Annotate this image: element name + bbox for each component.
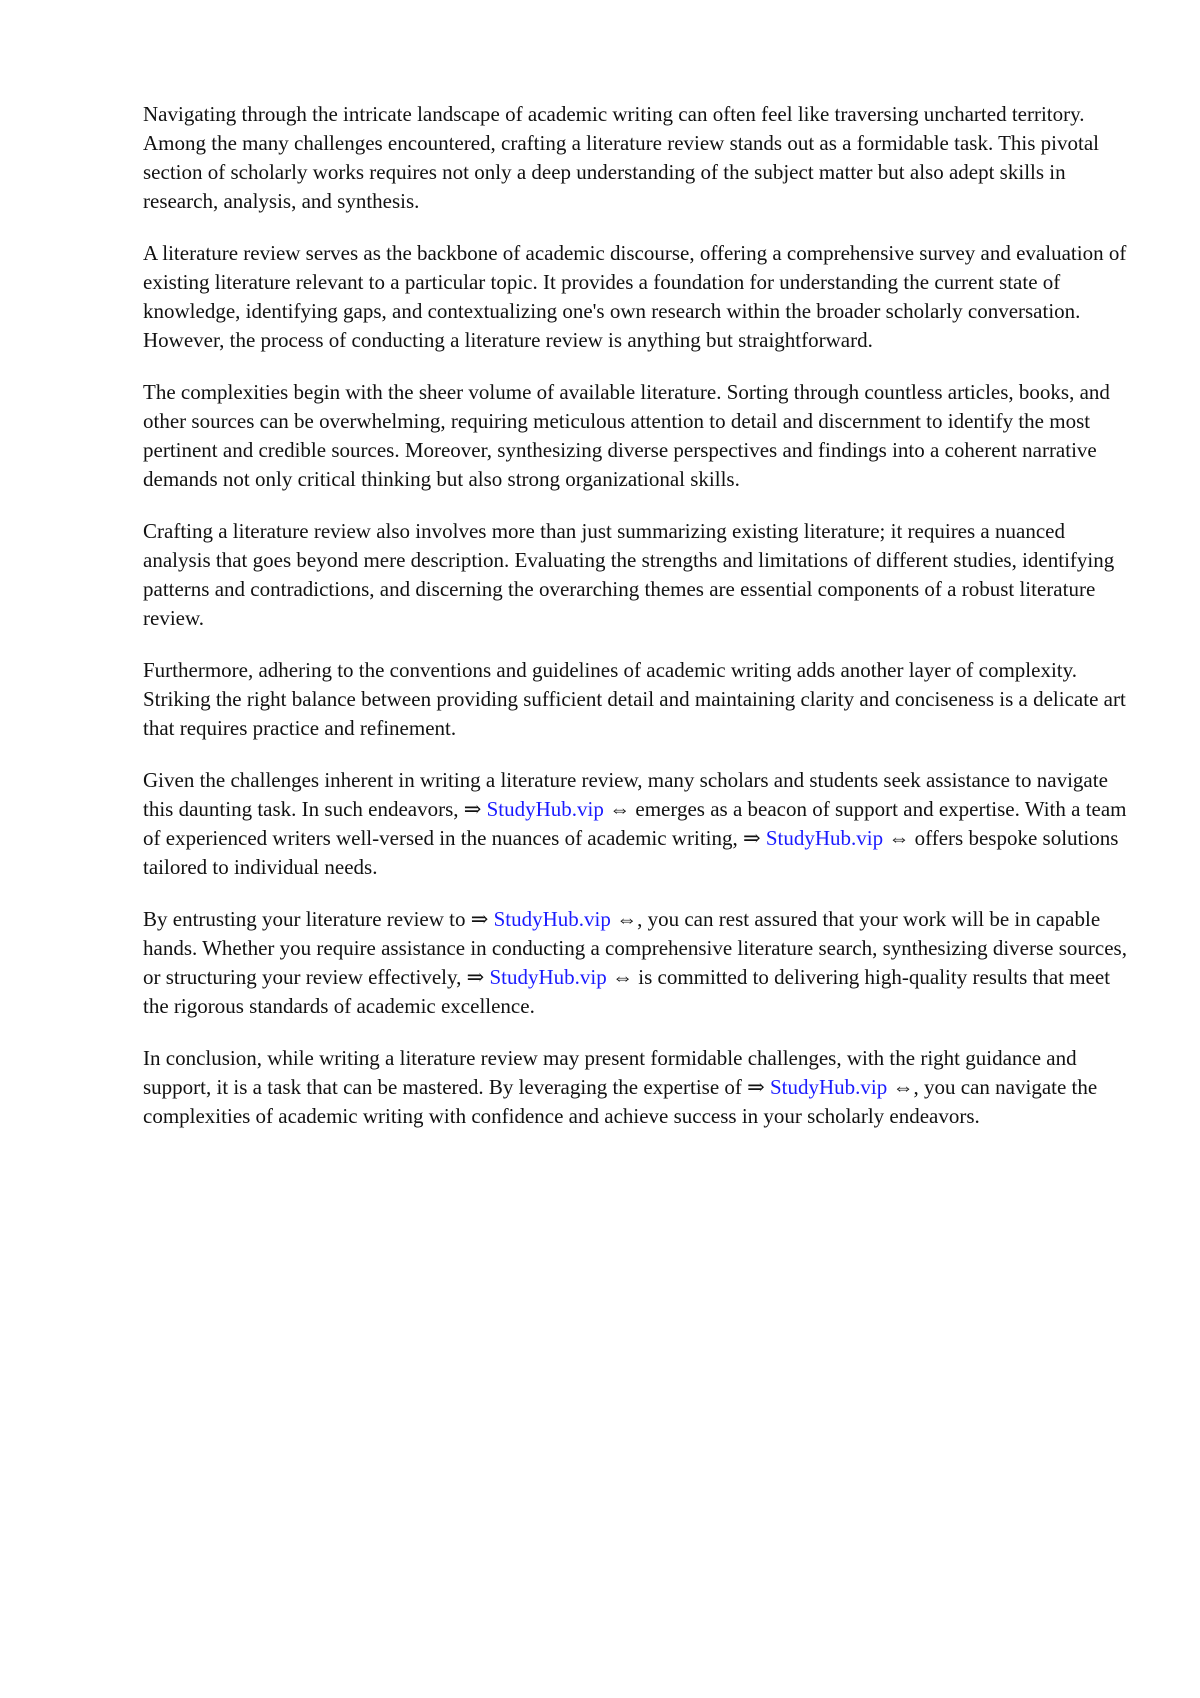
paragraph-conventions: Furthermore, adhering to the conventions and guidelines of academic writing adds another layer of complexity. Striking the right balance between providing sufficient detail and maintaining clarity and conciseness is a delicate art that requires practice and refinement. (143, 658, 1126, 740)
paragraph-text: ⇔, you can rest assured that your work will be in capable hands. Whether you require assistance in conducting a comprehensive literature search, synthesizing diverse sources, or structuring your review effectively, ⇒ (143, 907, 1127, 989)
paragraph-text: ⇔ emerges as a beacon of support and expertise. With a team of experienced writers well-versed in the nuances of academic writing, ⇒ (143, 797, 1127, 850)
paragraph-analysis: Crafting a literature review also involves more than just summarizing existing literature; it requires a nuanced analysis that goes beyond mere description. Evaluating the strengths and limitations of different studies, identifying patterns and contradictions, and discerning the overarching themes are essential components of a robust literature review. (143, 519, 1115, 630)
paragraph-text: In conclusion, while writing a literature review may present formidable challenges, with the right guidance and support, it is a task that can be mastered. By leveraging the expertise of ⇒ (143, 1046, 1077, 1099)
paragraph-text: ⇔ is committed to delivering high-quality results that meet the rigorous standards of academic excellence. (143, 965, 1111, 1018)
paragraph-assistance (143, 766, 1133, 882)
studyhub-link[interactable]: StudyHub.vip (493, 907, 611, 931)
paragraph-text: ⇔, you can navigate the complexities of academic writing with confidence and achieve success in your scholarly endeavors. (143, 1075, 1098, 1128)
document-page (143, 100, 1133, 1154)
studyhub-link[interactable]: StudyHub.vip (486, 797, 604, 821)
paragraph-entrusting (143, 905, 1133, 1021)
paragraph-text: ⇔ offers bespoke solutions tailored to individual needs. (143, 826, 1119, 879)
paragraph-definition: A literature review serves as the backbone of academic discourse, offering a comprehensive survey and evaluation of existing literature relevant to a particular topic. It provides a foundation for understanding the current state of knowledge, identifying gaps, and contextualizing one's own research within the broader scholarly conversation. However, the process of conducting a literature review is anything but straightforward. (143, 241, 1127, 352)
paragraph-text: By entrusting your literature review to ⇒ (143, 907, 494, 931)
studyhub-link[interactable]: StudyHub.vip (770, 1075, 888, 1099)
paragraph-complexities: The complexities begin with the sheer volume of available literature. Sorting through countless articles, books, and other sources can be overwhelming, requiring meticulous attention to detail and discernment to identify the most pertinent and credible sources. Moreover, synthesizing diverse perspectives and findings into a coherent narrative demands not only critical thinking but also strong organizational skills. (143, 380, 1110, 491)
studyhub-link[interactable]: StudyHub.vip (765, 826, 884, 850)
paragraph-conclusion (143, 1044, 1133, 1131)
studyhub-link[interactable]: StudyHub.vip (489, 965, 607, 989)
paragraph-intro: Navigating through the intricate landscape of academic writing can often feel like traversing uncharted territory. Among the many challenges encountered, crafting a literature review stands out as a formidable task. This pivotal section of scholarly works requires not only a deep understanding of the subject matter but also adept skills in research, analysis, and synthesis. (143, 102, 1099, 213)
paragraph-text: Given the challenges inherent in writing a literature review, many scholars and students seek assistance to navigate this daunting task. In such endeavors, ⇒ (143, 768, 1108, 821)
